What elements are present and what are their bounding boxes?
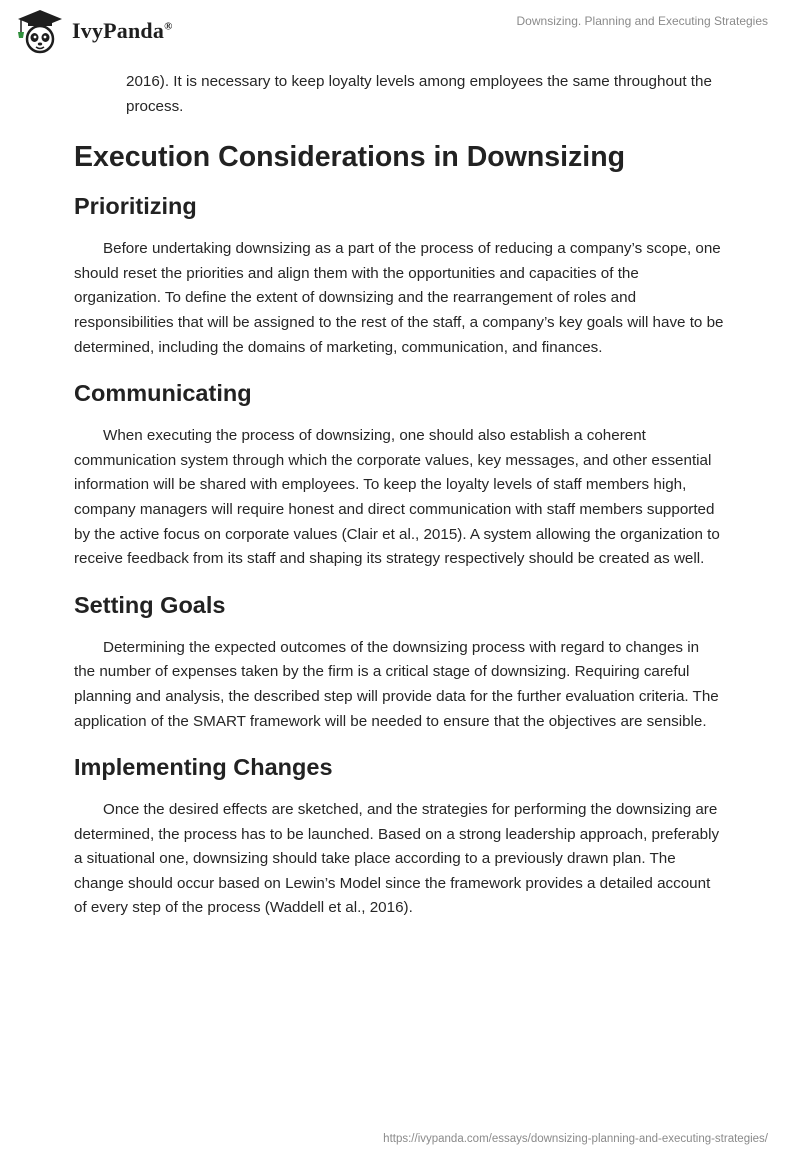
section-heading-communicating: Communicating xyxy=(74,380,252,407)
panda-graduate-icon xyxy=(14,8,66,54)
brand-logo[interactable] xyxy=(14,8,173,54)
section-paragraph-setting-goals: Determining the expected outcomes of the downsizing process with regard to changes in the number of expenses taken by the firm is a critical stage of downsizing. Requiring careful planning and analysis, the described step will provide data for the further evaluation criteria. The application of the SMART framework will be needed to ensure that the objectives are sensible. xyxy=(74,638,719,730)
section-heading-implementing-changes: Implementing Changes xyxy=(74,754,333,781)
section-paragraph-prioritizing: Before undertaking downsizing as a part of the process of reducing a company’s scope, one should reset the priorities and align them with the opportunities and capacities of the organization. To define the extent of downsizing and the rearrangement of roles and responsibilities that will be assigned to the rest of the staff, a company’s key goals will have to be determined, including the domains of marketing, communication, and finances. xyxy=(74,240,724,356)
section-heading-setting-goals: Setting Goals xyxy=(74,591,226,618)
section-paragraph-implementing-changes: Once the desired effects are sketched, and the strategies for performing the downsizing are determined, the process has to be launched. Based on a strong leadership approach, preferably a situational one, downsizing should take place according to a previously drawn plan. The change should occur based on Lewin’s Model since the framework provides a detailed account of every step of the process (Waddell et al., 2016). xyxy=(74,801,720,917)
essay-content xyxy=(74,70,724,921)
source-url[interactable]: https://ivypanda.com/essays/downsizing-planning-and-executing-strategies/ xyxy=(383,1133,768,1145)
continued-paragraph: 2016). It is necessary to keep loyalty levels among employees the same throughout the process. xyxy=(126,73,712,115)
section-paragraph-communicating: When executing the process of downsizing, one should also establish a coherent communication system through which the corporate values, key messages, and other essential information will be shared with employees. To keep the loyalty levels of staff members high, company managers will require honest and direct communication with staff members supported by the active focus on corporate values (Clair et al., 2015). A system allowing the organization to receive feedback from its staff and shaping its strategy respectively should be created as well. xyxy=(74,427,720,568)
section-heading-prioritizing: Prioritizing xyxy=(74,193,197,220)
page-header xyxy=(0,0,800,60)
brand-name: IvyPanda® xyxy=(72,18,173,43)
main-heading: Execution Considerations in Downsizing xyxy=(74,141,626,174)
document-title: Downsizing. Planning and Executing Strategies xyxy=(516,14,768,28)
